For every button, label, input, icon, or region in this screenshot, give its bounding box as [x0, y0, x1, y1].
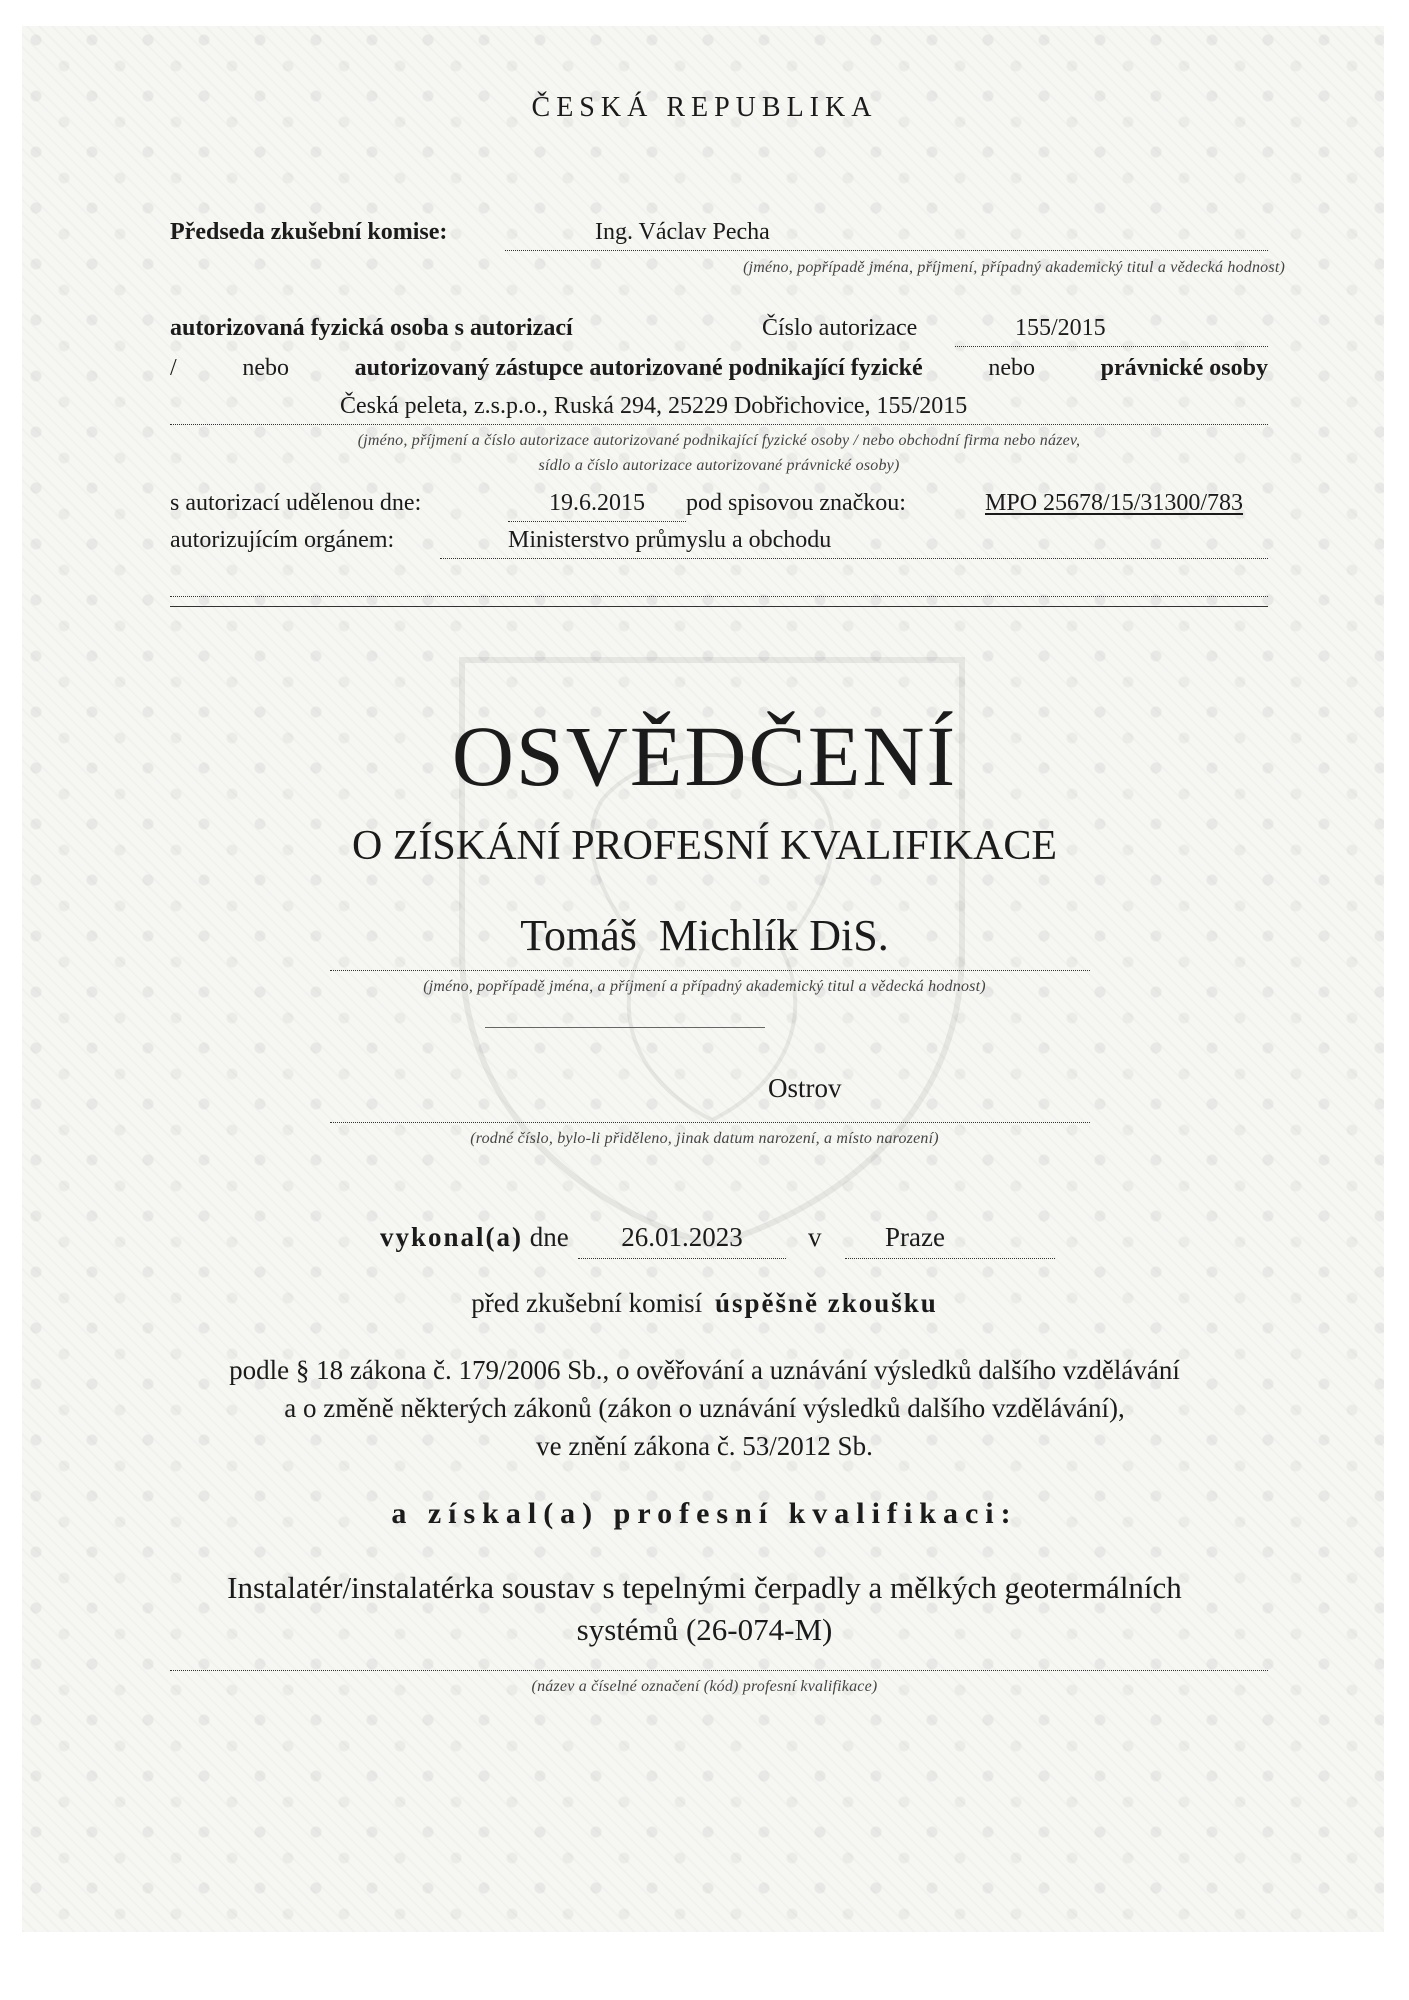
- representative-line: [170, 355, 1268, 382]
- or-word-1: nebo: [242, 355, 289, 381]
- birthplace-value: Ostrov: [768, 1073, 842, 1103]
- chair-label: Předseda zkušební komise:: [170, 219, 448, 245]
- success-label: úspěšně zkoušku: [714, 1288, 938, 1318]
- exam-commission-line: [0, 1288, 1409, 1319]
- legal-person-label: právnické osoby: [1100, 355, 1268, 381]
- representative-label: autorizovaný zástupce autorizované podnikající fyzické: [354, 355, 923, 381]
- authorization-number-field: [955, 315, 1268, 347]
- authority-label: autorizujícím orgánem:: [170, 527, 395, 553]
- exam-place-value: Praze: [885, 1222, 945, 1252]
- law-line-1: podle § 18 zákona č. 179/2006 Sb., o ověřování a uznávání výsledků dalšího vzdělávání: [229, 1355, 1180, 1385]
- chair-value: Ing. Václav Pecha: [595, 219, 770, 245]
- exam-line: [380, 1222, 569, 1253]
- entity-hint-2: sídlo a číslo autorizace autorizované právnické osoby): [538, 457, 900, 474]
- blank-dotted-line: [170, 572, 1268, 597]
- redacted-birth-number: [485, 1027, 765, 1028]
- slash-mark: /: [170, 355, 177, 381]
- authorized-person-label: autorizovaná fyzická osoba s autorizací: [170, 315, 573, 341]
- chair-field: [505, 219, 1268, 251]
- exam-date-field: [578, 1222, 786, 1259]
- entity-field: [170, 393, 1268, 425]
- holder-name: Tomáš Michlík DiS.: [520, 911, 889, 960]
- file-number-value: MPO 25678/15/31300/783: [985, 490, 1244, 516]
- granted-field: [508, 490, 686, 522]
- birth-hint: (rodné číslo, bylo-li přiděleno, jinak datum narození, a místo narození): [470, 1130, 939, 1147]
- entity-value: Česká peleta, z.s.p.o., Ruská 294, 25229 Dobřichovice, 155/2015: [340, 393, 968, 419]
- in-label: v: [808, 1222, 822, 1252]
- authority-value: Ministerstvo průmyslu a obchodu: [508, 527, 832, 553]
- holder-name-line: [330, 916, 1090, 971]
- law-line-3: ve znění zákona č. 53/2012 Sb.: [536, 1431, 873, 1461]
- certificate-subtitle: O ZÍSKÁNÍ PROFESNÍ KVALIFIKACE: [351, 823, 1058, 869]
- exam-place-field: [845, 1222, 1055, 1259]
- qualification-hint: (název a číselné označení (kód) profesní kvalifikace): [531, 1678, 878, 1695]
- before-commission-label: před zkušební komisí: [471, 1288, 703, 1318]
- birth-line: [330, 1078, 1090, 1123]
- acquired-qualification-label: a získal(a) profesní kvalifikaci:: [391, 1497, 1018, 1530]
- performed-label: vykonal(a): [380, 1222, 524, 1252]
- entity-hint-1: (jméno, příjmení a číslo autorizace autorizované podnikající fyzické osoby / nebo obchodní firma nebo název,: [357, 432, 1081, 449]
- or-word-2: nebo: [988, 355, 1035, 381]
- chair-hint: (jméno, popřípadě jména, příjmení, případný akademický titul a vědecká hodnost): [743, 259, 1285, 276]
- certificate-title: OSVĚDČENÍ: [451, 708, 958, 804]
- exam-date-value: 26.01.2023: [621, 1222, 743, 1252]
- granted-value: 19.6.2015: [549, 490, 645, 516]
- holder-name-hint: (jméno, popřípadě jména, a příjmení a případný akademický titul a vědecká hodnost): [423, 978, 986, 995]
- section-divider: [170, 606, 1268, 607]
- authorization-number-label: Číslo autorizace: [762, 315, 918, 341]
- granted-label: s autorizací udělenou dne:: [170, 490, 422, 516]
- country-heading: ČESKÁ REPUBLIKA: [531, 92, 878, 123]
- qualification-line-2: systémů (26-074-M): [576, 1612, 833, 1647]
- day-label: dne: [529, 1222, 569, 1252]
- law-line-2: a o změně některých zákonů (zákon o uznávání výsledků dalšího vzdělávání),: [284, 1393, 1125, 1423]
- authorization-number-value: 155/2015: [1015, 315, 1106, 341]
- file-number-label: pod spisovou značkou:: [686, 490, 906, 516]
- qualification-line: [170, 1650, 1268, 1671]
- authority-field: [440, 527, 1268, 559]
- qualification-line-1: Instalatér/instalatérka soustav s tepelnými čerpadly a mělkých geotermálních: [227, 1570, 1182, 1605]
